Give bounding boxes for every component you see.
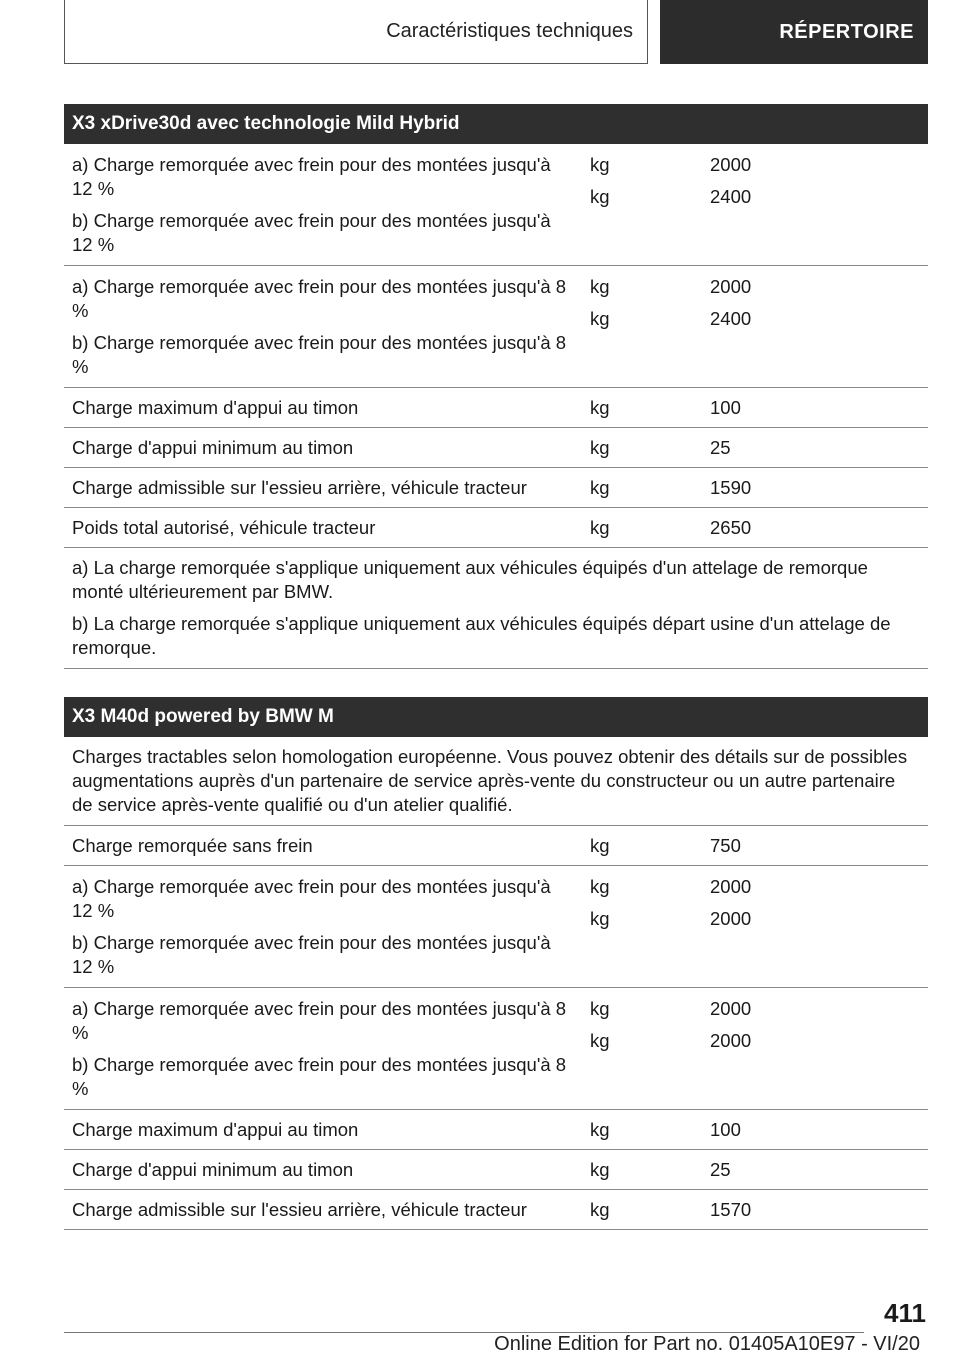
- row-value: 25: [710, 1158, 731, 1180]
- table-title: X3 M40d powered by BMW M: [64, 697, 928, 737]
- row-unit-b: kg: [590, 908, 610, 929]
- table-row: [64, 428, 928, 468]
- table-row: [64, 266, 928, 388]
- row-label-a: a) Charge remorquée avec frein pour des montées jusqu'à 12 %: [72, 154, 551, 199]
- edition-note: Online Edition for Part no. 01405A10E97 - VI/20: [494, 1333, 920, 1355]
- row-value-b: 2400: [710, 186, 752, 207]
- chapter-tab[interactable]: [64, 0, 648, 64]
- table-row: [64, 1150, 928, 1190]
- row-unit-a: kg: [590, 998, 610, 1019]
- row-unit: kg: [590, 396, 610, 418]
- intro-text: Charges tractables selon homologation européenne. Vous pouvez obtenir des détails sur de possibles augmentations auprès d'un partenaire de service après-vente du constructeur ou un autre partenaire de service après-vente qualifié ou d'un atelier qualifié.: [72, 746, 908, 815]
- row-label: Charge admissible sur l'essieu arrière, véhicule tracteur: [72, 1198, 527, 1220]
- table-row: [64, 388, 928, 428]
- index-tab[interactable]: [660, 0, 928, 64]
- footnote-a: a) La charge remorquée s'applique uniquement aux véhicules équipés d'un attelage de remorque monté ultérieurement par BMW.: [72, 557, 868, 602]
- row-unit-b: kg: [590, 308, 610, 329]
- row-label-a: a) Charge remorquée avec frein pour des montées jusqu'à 12 %: [72, 876, 551, 921]
- page-number: 411: [884, 1298, 926, 1328]
- table-title: X3 xDrive30d avec technologie Mild Hybrid: [64, 104, 928, 144]
- table-footnotes: [64, 548, 928, 669]
- footnote-b: b) La charge remorquée s'applique uniquement aux véhicules équipés départ usine d'un attelage de remorque.: [72, 613, 891, 658]
- row-label: Charge d'appui minimum au timon: [72, 436, 354, 458]
- index-tab-label: RÉPERTOIRE: [779, 20, 914, 43]
- row-value-a: 2000: [710, 276, 752, 297]
- table-row: [64, 826, 928, 866]
- row-value-a: 2000: [710, 154, 752, 175]
- table-row: [64, 1110, 928, 1150]
- row-label: Charge d'appui minimum au timon: [72, 1158, 354, 1180]
- row-unit-a: kg: [590, 154, 610, 175]
- row-value-b: 2400: [710, 308, 752, 329]
- row-unit: kg: [590, 1158, 610, 1180]
- row-value: 750: [710, 834, 741, 856]
- row-label: Charge admissible sur l'essieu arrière, véhicule tracteur: [72, 476, 527, 498]
- table-row: [64, 1190, 928, 1230]
- row-label: Poids total autorisé, véhicule tracteur: [72, 516, 376, 538]
- row-value-a: 2000: [710, 998, 752, 1019]
- row-label-b: b) Charge remorquée avec frein pour des montées jusqu'à 8 %: [72, 332, 567, 377]
- row-unit: kg: [590, 476, 610, 498]
- row-value: 2650: [710, 516, 752, 538]
- row-label: Charge remorquée sans frein: [72, 834, 313, 856]
- row-unit-a: kg: [590, 876, 610, 897]
- table-row: [64, 144, 928, 266]
- row-value: 100: [710, 1118, 741, 1140]
- row-label: Charge maximum d'appui au timon: [72, 1118, 359, 1140]
- row-unit: kg: [590, 1118, 610, 1140]
- row-value-a: 2000: [710, 876, 752, 897]
- row-unit-b: kg: [590, 1030, 610, 1051]
- row-value: 100: [710, 396, 741, 418]
- table-row: [64, 468, 928, 508]
- page-header: [64, 0, 928, 66]
- row-label-a: a) Charge remorquée avec frein pour des montées jusqu'à 8 %: [72, 276, 567, 321]
- row-value-b: 2000: [710, 908, 752, 929]
- row-unit-b: kg: [590, 186, 610, 207]
- row-unit: kg: [590, 834, 610, 856]
- table-row: [64, 508, 928, 548]
- row-label-b: b) Charge remorquée avec frein pour des montées jusqu'à 12 %: [72, 210, 551, 255]
- row-label-a: a) Charge remorquée avec frein pour des montées jusqu'à 8 %: [72, 998, 567, 1043]
- table-row: [64, 988, 928, 1110]
- row-label-b: b) Charge remorquée avec frein pour des montées jusqu'à 8 %: [72, 1054, 567, 1099]
- row-value: 1570: [710, 1198, 752, 1220]
- row-value-b: 2000: [710, 1030, 752, 1051]
- row-unit: kg: [590, 516, 610, 538]
- spec-table-m40d: [64, 697, 928, 1230]
- row-label-b: b) Charge remorquée avec frein pour des montées jusqu'à 12 %: [72, 932, 551, 977]
- spec-table-xdrive30d: [64, 104, 928, 669]
- table-row: [64, 866, 928, 988]
- row-unit: kg: [590, 1198, 610, 1220]
- table-intro: [64, 737, 928, 826]
- row-value: 1590: [710, 476, 752, 498]
- row-label: Charge maximum d'appui au timon: [72, 396, 359, 418]
- row-unit-a: kg: [590, 276, 610, 297]
- chapter-title: Caractéristiques techniques: [386, 20, 633, 42]
- row-unit: kg: [590, 436, 610, 458]
- row-value: 25: [710, 436, 731, 458]
